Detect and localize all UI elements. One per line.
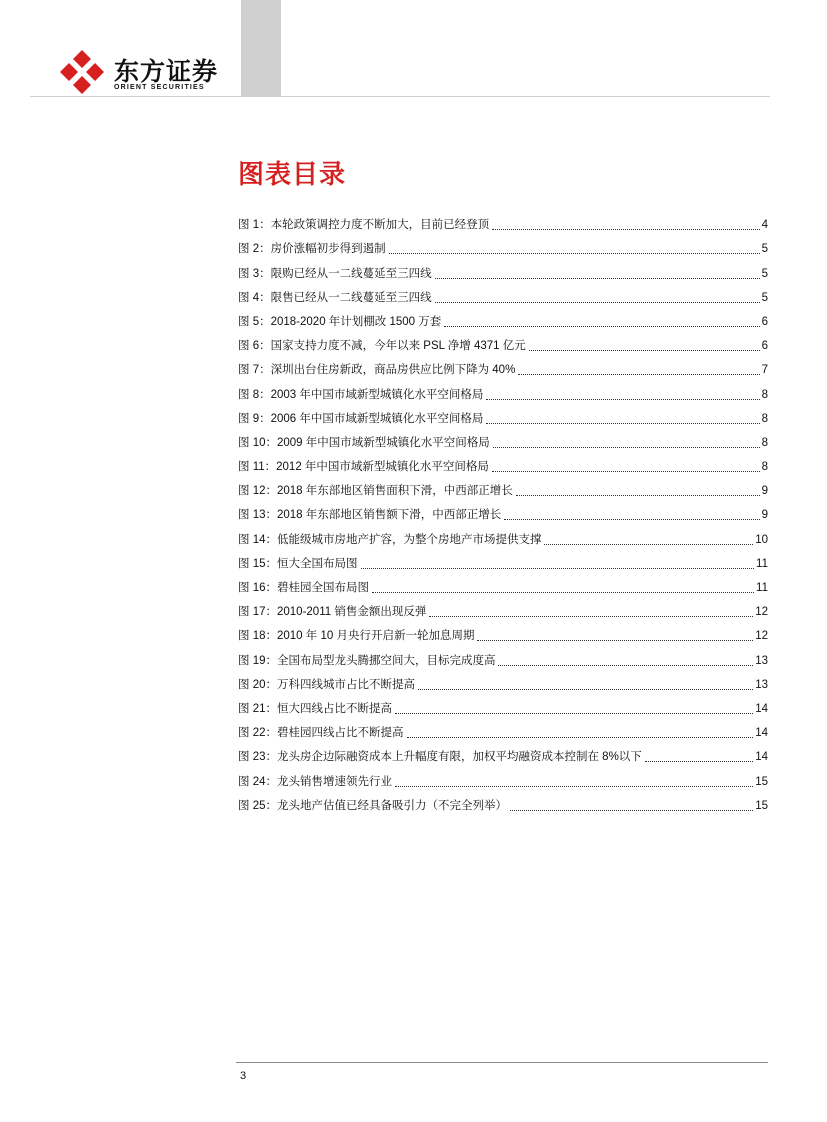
toc-dot-leader	[407, 737, 754, 738]
toc-dot-leader	[444, 326, 759, 327]
toc-entry-label: 图 6：国家支持力度不减，今年以来 PSL 净增 4371 亿元	[238, 340, 526, 353]
toc-entry-page-number: 8	[761, 436, 768, 449]
toc-entry-label: 图 8：2003 年中国市域新型城镇化水平空间格局	[238, 388, 484, 401]
toc-entry-label: 图 17：2010-2011 销售金额出现反弹	[238, 606, 427, 619]
toc-entry-label: 图 1：本轮政策调控力度不断加大，目前已经登顶	[238, 219, 490, 232]
toc-entry-page-number: 11	[756, 582, 768, 594]
toc-entry-page-number: 12	[755, 606, 768, 619]
logo-chinese-text: 东方证券	[114, 58, 219, 86]
toc-entry-label: 图 21：恒大四线占比不断提高	[238, 702, 392, 715]
page-number: 3	[240, 1070, 247, 1082]
toc-entry-page-number: 8	[761, 461, 768, 474]
toc-entry-label: 图 24：龙头销售增速领先行业	[238, 775, 392, 788]
toc-entry-label: 图 10：2009 年中国市域新型城镇化水平空间格局	[238, 436, 490, 449]
toc-dot-leader	[492, 229, 760, 230]
toc-entry[interactable]	[238, 693, 768, 717]
toc-entry-label: 图 14：低能级城市房地产扩容，为整个房地产市场提供支撑	[238, 533, 542, 546]
toc-entry-page-number: 6	[761, 340, 768, 353]
orient-logo-icon	[58, 50, 106, 94]
toc-entry[interactable]	[238, 378, 768, 402]
toc-entry-label: 图 19：全国布局型龙头腾挪空间大，目标完成度高	[238, 654, 496, 667]
toc-entry[interactable]	[238, 257, 768, 281]
toc-dot-leader	[435, 278, 760, 279]
toc-entry-page-number: 14	[755, 727, 768, 740]
toc-dot-leader	[498, 665, 753, 666]
toc-entry-label: 图 23：龙头房企边际融资成本上升幅度有限，加权平均融资成本控制在 8%以下	[238, 751, 642, 764]
toc-dot-leader	[486, 423, 759, 424]
toc-entry[interactable]	[238, 306, 768, 330]
toc-entry[interactable]	[238, 548, 768, 572]
toc-list	[238, 209, 768, 814]
toc-dot-leader	[504, 519, 759, 520]
toc-entry-page-number: 8	[761, 412, 768, 425]
toc-entry[interactable]	[238, 620, 768, 644]
toc-entry[interactable]	[238, 427, 768, 451]
toc-entry[interactable]	[238, 741, 768, 765]
toc-dot-leader	[435, 302, 760, 303]
toc-dot-leader	[395, 713, 753, 714]
toc-entry[interactable]	[238, 765, 768, 789]
logo-english-text: ORIENT SECURITIES	[114, 84, 205, 91]
toc-entry-page-number: 15	[755, 799, 768, 812]
toc-entry-label: 图 3：限购已经从一二线蔓延至三四线	[238, 267, 432, 280]
toc-entry-page-number: 10	[755, 533, 768, 546]
toc-entry[interactable]	[238, 282, 768, 306]
toc-entry[interactable]	[238, 403, 768, 427]
toc-entry-page-number: 13	[755, 678, 768, 691]
toc-entry[interactable]	[238, 523, 768, 547]
toc-entry[interactable]	[238, 596, 768, 620]
toc-dot-leader	[645, 761, 753, 762]
toc-entry-page-number: 13	[755, 654, 768, 667]
toc-dot-leader	[492, 471, 760, 472]
toc-entry[interactable]	[238, 572, 768, 596]
toc-entry-label: 图 22：碧桂园四线占比不断提高	[238, 727, 404, 740]
toc-entry-label: 图 9：2006 年中国市域新型城镇化水平空间格局	[238, 412, 484, 425]
toc-entry-label: 图 16：碧桂园全国布局图	[238, 582, 369, 594]
toc-entry[interactable]	[238, 451, 768, 475]
toc-entry-label: 图 18：2010 年 10 月央行开启新一轮加息周期	[238, 630, 475, 643]
toc-entry-label: 图 15：恒大全国布局图	[238, 557, 358, 570]
toc-entry-page-number: 9	[761, 509, 768, 522]
toc-dot-leader	[544, 544, 753, 545]
toc-entry-label: 图 12：2018 年东部地区销售面积下滑，中西部正增长	[238, 485, 513, 498]
toc-entry-label: 图 25：龙头地产估值已经具备吸引力（不完全列举）	[238, 799, 507, 812]
toc-dot-leader	[518, 374, 759, 375]
toc-entry-label: 图 11：2012 年中国市域新型城镇化水平空间格局	[238, 461, 489, 474]
toc-dot-leader	[486, 399, 759, 400]
toc-dot-leader	[493, 447, 760, 448]
header-divider	[30, 96, 770, 97]
toc-entry-page-number: 5	[761, 243, 768, 256]
toc-entry[interactable]	[238, 717, 768, 741]
toc-entry-page-number: 5	[761, 267, 768, 280]
toc-entry-page-number: 9	[761, 485, 768, 498]
toc-entry-page-number: 14	[755, 751, 768, 764]
toc-dot-leader	[529, 350, 760, 351]
toc-dot-leader	[516, 495, 760, 496]
company-logo	[58, 50, 238, 95]
toc-entry-page-number: 11	[756, 557, 768, 570]
toc-entry-page-number: 12	[755, 630, 768, 643]
toc-entry-label: 图 13：2018 年东部地区销售额下滑，中西部正增长	[238, 509, 502, 522]
toc-entry[interactable]	[238, 475, 768, 499]
toc-dot-leader	[429, 616, 753, 617]
toc-entry-page-number: 8	[761, 388, 768, 401]
toc-entry[interactable]	[238, 330, 768, 354]
toc-dot-leader	[361, 568, 755, 569]
toc-entry[interactable]	[238, 233, 768, 257]
toc-entry[interactable]	[238, 644, 768, 668]
toc-entry-page-number: 14	[755, 702, 768, 715]
toc-entry-label: 图 2：房价涨幅初步得到遏制	[238, 243, 386, 256]
toc-entry[interactable]	[238, 209, 768, 233]
toc-dot-leader	[395, 786, 753, 787]
toc-entry-page-number: 7	[761, 364, 768, 377]
toc-dot-leader	[510, 810, 753, 811]
toc-entry-page-number: 5	[761, 291, 768, 304]
toc-dot-leader	[372, 592, 754, 593]
toc-entry-page-number: 15	[755, 775, 768, 788]
toc-entry[interactable]	[238, 790, 768, 814]
toc-entry-label: 图 20：万科四线城市占比不断提高	[238, 678, 415, 691]
header-gray-tab	[241, 0, 281, 96]
toc-entry-page-number: 4	[761, 219, 768, 232]
toc-entry-page-number: 6	[761, 315, 768, 328]
page-title: 图表目录	[238, 159, 347, 189]
toc-entry-label: 图 5：2018-2020 年计划棚改 1500 万套	[238, 315, 442, 328]
toc-entry-label: 图 7：深圳出台住房新政，商品房供应比例下降为 40%	[238, 364, 516, 377]
footer-divider	[236, 1062, 768, 1063]
toc-entry[interactable]	[238, 669, 768, 693]
toc-dot-leader	[418, 689, 753, 690]
toc-dot-leader	[477, 640, 753, 641]
toc-dot-leader	[389, 253, 760, 254]
toc-entry[interactable]	[238, 354, 768, 378]
toc-entry-label: 图 4：限售已经从一二线蔓延至三四线	[238, 291, 432, 304]
toc-entry[interactable]	[238, 499, 768, 523]
